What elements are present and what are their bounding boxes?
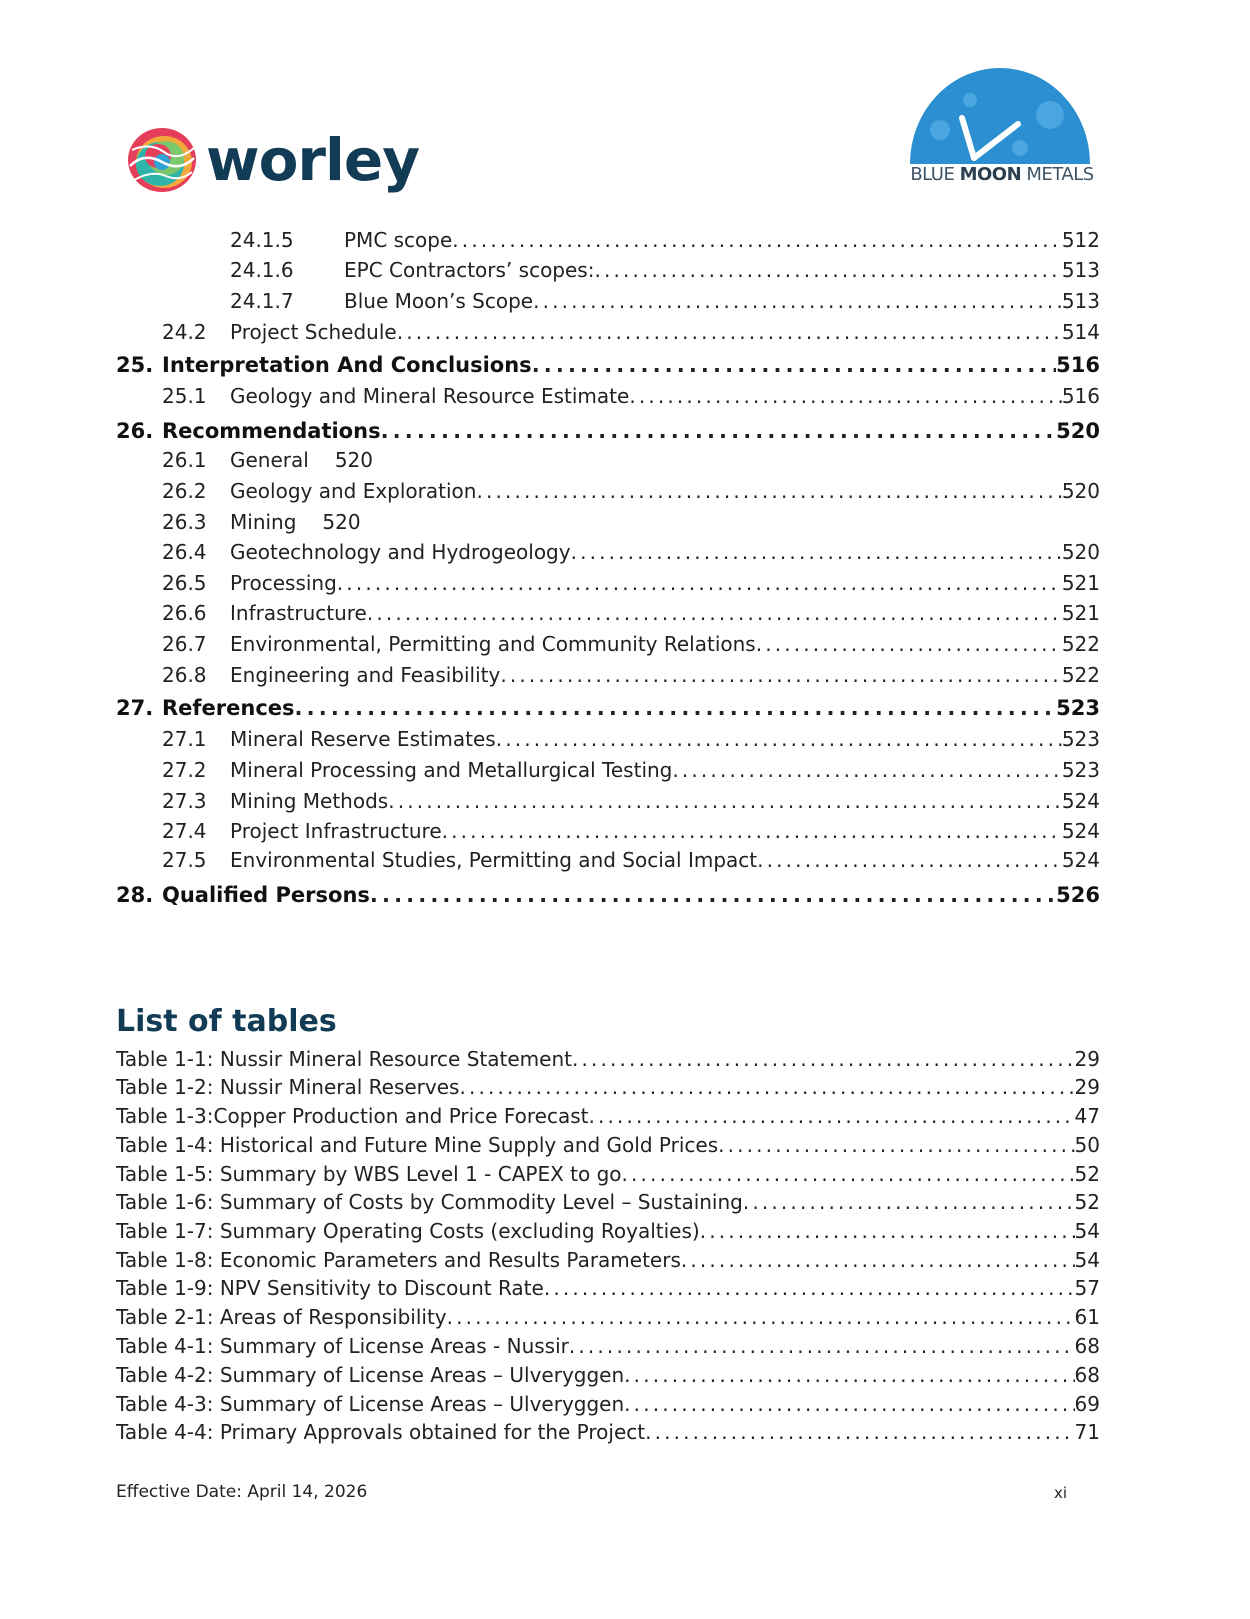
toc-entry[interactable] bbox=[162, 384, 1100, 408]
table-dot-leader bbox=[459, 1075, 1074, 1099]
toc-entry-label: Infrastructure bbox=[230, 601, 367, 625]
list-of-tables-entry[interactable] bbox=[116, 1075, 1100, 1099]
toc-entry-number: 25. bbox=[116, 353, 154, 377]
toc-entry-page: 520 bbox=[1056, 419, 1100, 443]
toc-entry-label: Qualified Persons bbox=[162, 883, 370, 907]
toc-entry-page: 522 bbox=[1061, 663, 1100, 687]
toc-entry-number: 24.2 bbox=[162, 320, 207, 344]
list-of-tables-heading: List of tables bbox=[116, 1004, 337, 1039]
toc-entry-page: 514 bbox=[1061, 320, 1100, 344]
toc-dot-leader bbox=[672, 758, 1061, 782]
table-entry-page: 52 bbox=[1074, 1190, 1100, 1214]
toc-dot-leader bbox=[388, 789, 1062, 813]
toc-entry-number: 26. bbox=[116, 419, 154, 443]
toc-dot-leader bbox=[756, 632, 1062, 656]
toc-dot-leader bbox=[367, 601, 1062, 625]
table-entry-page: 54 bbox=[1074, 1219, 1100, 1243]
toc-entry-page: 520 bbox=[1061, 479, 1100, 503]
toc-entry[interactable] bbox=[162, 510, 1100, 534]
toc-entry[interactable] bbox=[162, 727, 1100, 751]
table-entry-page: 61 bbox=[1074, 1305, 1100, 1329]
toc-entry-label: Blue Moon’s Scope bbox=[344, 289, 534, 313]
toc-dot-leader bbox=[594, 258, 1061, 282]
table-entry-label: Table 4-3: Summary of License Areas – Ulveryggen bbox=[116, 1392, 625, 1416]
list-of-tables-entry[interactable] bbox=[116, 1276, 1100, 1300]
toc-entry-label: Engineering and Feasibility bbox=[230, 663, 501, 687]
toc-entry-number: 27.3 bbox=[162, 789, 207, 813]
toc-entry-page: 523 bbox=[1061, 758, 1100, 782]
toc-entry[interactable] bbox=[162, 848, 1100, 872]
toc-entry[interactable] bbox=[162, 571, 1100, 595]
toc-entry-label: Processing bbox=[230, 571, 337, 595]
blue-moon-metals-wordmark: BLUE MOON METALS bbox=[910, 164, 1094, 185]
toc-entry[interactable] bbox=[162, 540, 1100, 564]
table-entry-page: 68 bbox=[1074, 1334, 1100, 1358]
toc-entry-label: PMC scope bbox=[344, 228, 453, 252]
table-entry-page: 57 bbox=[1074, 1276, 1100, 1300]
toc-entry-label: Mineral Reserve Estimates bbox=[230, 727, 496, 751]
table-dot-leader bbox=[588, 1104, 1074, 1128]
toc-entry-label: EPC Contractors’ scopes: bbox=[344, 258, 595, 282]
toc-entry[interactable] bbox=[230, 258, 1100, 282]
table-entry-label: Table 1-1: Nussir Mineral Resource Statement bbox=[116, 1047, 572, 1071]
table-entry-label: Table 1-5: Summary by WBS Level 1 - CAPEX to go bbox=[116, 1162, 622, 1186]
table-entry-label: Table 1-8: Economic Parameters and Results Parameters bbox=[116, 1248, 681, 1272]
toc-entry-number: 26.3 bbox=[162, 510, 207, 534]
toc-dot-leader bbox=[533, 289, 1062, 313]
table-dot-leader bbox=[572, 1047, 1075, 1071]
table-entry-page: 68 bbox=[1074, 1363, 1100, 1387]
table-dot-leader bbox=[544, 1276, 1075, 1300]
toc-entry[interactable] bbox=[116, 419, 1100, 443]
blue-moon-metals-logo bbox=[900, 60, 1100, 200]
worley-swirl-icon bbox=[124, 122, 200, 198]
toc-entry-number: 26.7 bbox=[162, 632, 207, 656]
list-of-tables-entry[interactable] bbox=[116, 1190, 1100, 1214]
toc-entry-label: General bbox=[230, 448, 309, 472]
table-entry-label: Table 4-2: Summary of License Areas – Ulveryggen bbox=[116, 1363, 625, 1387]
table-entry-page: 52 bbox=[1074, 1162, 1100, 1186]
toc-entry[interactable] bbox=[162, 320, 1100, 344]
list-of-tables-entry[interactable] bbox=[116, 1392, 1100, 1416]
table-dot-leader bbox=[700, 1219, 1075, 1243]
toc-entry-page: 524 bbox=[1061, 848, 1100, 872]
toc-entry-number: 26.4 bbox=[162, 540, 207, 564]
table-entry-page: 69 bbox=[1074, 1392, 1100, 1416]
toc-entry-label: Project Schedule bbox=[230, 320, 397, 344]
toc-entry-page: 523 bbox=[1056, 696, 1100, 720]
toc-entry[interactable] bbox=[162, 663, 1100, 687]
toc-entry-label: Geotechnology and Hydrogeology bbox=[230, 540, 571, 564]
toc-dot-leader bbox=[571, 540, 1062, 564]
toc-dot-leader bbox=[629, 384, 1062, 408]
worley-wordmark: worley bbox=[206, 126, 420, 194]
toc-entry-page: 522 bbox=[1061, 632, 1100, 656]
toc-dot-leader bbox=[381, 419, 1057, 443]
toc-entry-number: 26.1 bbox=[162, 448, 207, 472]
toc-entry-page: 524 bbox=[1061, 789, 1100, 813]
toc-entry-number: 26.8 bbox=[162, 663, 207, 687]
table-entry-label: Table 2-1: Areas of Responsibility bbox=[116, 1305, 447, 1329]
toc-entry-page: 516 bbox=[1061, 384, 1100, 408]
table-dot-leader bbox=[624, 1392, 1074, 1416]
toc-entry-page: 520 bbox=[334, 448, 374, 472]
list-of-tables-entry[interactable] bbox=[116, 1219, 1100, 1243]
toc-entry[interactable] bbox=[230, 228, 1100, 252]
toc-entry-number: 26.5 bbox=[162, 571, 207, 595]
table-dot-leader bbox=[622, 1162, 1075, 1186]
toc-entry-number: 28. bbox=[116, 883, 154, 907]
table-entry-page: 47 bbox=[1074, 1104, 1100, 1128]
toc-entry[interactable] bbox=[230, 289, 1100, 313]
table-dot-leader bbox=[743, 1190, 1075, 1214]
list-of-tables-entry[interactable] bbox=[116, 1133, 1100, 1157]
toc-entry[interactable] bbox=[116, 353, 1100, 377]
toc-entry-number: 24.1.5 bbox=[230, 228, 294, 252]
toc-entry-label: Environmental, Permitting and Community Relations bbox=[230, 632, 756, 656]
footer-effective-date: Effective Date: April 14, 2026 bbox=[116, 1482, 368, 1502]
worley-logo bbox=[124, 120, 419, 200]
toc-entry-page: 520 bbox=[322, 510, 361, 534]
toc-entry-number: 26.6 bbox=[162, 601, 207, 625]
list-of-tables-entry[interactable] bbox=[116, 1104, 1100, 1128]
toc-entry-label: Mining bbox=[230, 510, 297, 534]
moon-dome-icon bbox=[900, 60, 1100, 164]
toc-entry-page: 513 bbox=[1061, 289, 1100, 313]
toc-entry-label: Geology and Exploration bbox=[230, 479, 477, 503]
toc-dot-leader bbox=[496, 727, 1062, 751]
table-dot-leader bbox=[569, 1334, 1075, 1358]
toc-entry[interactable] bbox=[162, 789, 1100, 813]
toc-entry-page: 524 bbox=[1061, 819, 1100, 843]
toc-entry-label: Interpretation And Conclusions bbox=[162, 353, 532, 377]
toc-entry-label: Recommendations bbox=[162, 419, 381, 443]
toc-entry-page: 512 bbox=[1061, 228, 1100, 252]
toc-entry[interactable] bbox=[162, 601, 1100, 625]
toc-entry-page: 513 bbox=[1061, 258, 1100, 282]
toc-entry-number: 27.1 bbox=[162, 727, 207, 751]
list-of-tables-entry[interactable] bbox=[116, 1420, 1100, 1444]
toc-entry-number: 24.1.6 bbox=[230, 258, 294, 282]
table-dot-leader bbox=[624, 1363, 1074, 1387]
toc-dot-leader bbox=[757, 848, 1062, 872]
toc-entry-number: 24.1.7 bbox=[230, 289, 294, 313]
toc-entry-label: Environmental Studies, Permitting and Social Impact bbox=[230, 848, 758, 872]
toc-entry[interactable] bbox=[116, 883, 1100, 907]
toc-entry-number: 27. bbox=[116, 696, 154, 720]
toc-dot-leader bbox=[397, 320, 1062, 344]
table-dot-leader bbox=[447, 1305, 1075, 1329]
toc-entry-page: 516 bbox=[1056, 353, 1100, 377]
toc-entry-page: 523 bbox=[1061, 727, 1100, 751]
table-entry-label: Table 4-4: Primary Approvals obtained for the Project bbox=[116, 1420, 646, 1444]
toc-entry-label: Project Infrastructure bbox=[230, 819, 442, 843]
table-entry-label: Table 1-4: Historical and Future Mine Supply and Gold Prices bbox=[116, 1133, 719, 1157]
toc-entry-label: Geology and Mineral Resource Estimate bbox=[230, 384, 630, 408]
toc-dot-leader bbox=[500, 663, 1061, 687]
toc-entry-number: 26.2 bbox=[162, 479, 207, 503]
toc-dot-leader bbox=[452, 228, 1062, 252]
toc-dot-leader bbox=[476, 479, 1061, 503]
table-entry-page: 29 bbox=[1074, 1047, 1100, 1071]
toc-entry-label: Mining Methods bbox=[230, 789, 389, 813]
toc-entry-number: 27.2 bbox=[162, 758, 207, 782]
toc-entry[interactable] bbox=[162, 758, 1100, 782]
toc-entry[interactable] bbox=[162, 479, 1100, 503]
toc-dot-leader bbox=[442, 819, 1062, 843]
toc-dot-leader bbox=[295, 696, 1057, 720]
table-entry-label: Table 1-3:Copper Production and Price Forecast bbox=[116, 1104, 589, 1128]
table-entry-page: 54 bbox=[1074, 1248, 1100, 1272]
toc-entry[interactable] bbox=[162, 632, 1100, 656]
table-entry-label: Table 1-9: NPV Sensitivity to Discount Rate bbox=[116, 1276, 544, 1300]
toc-dot-leader bbox=[532, 353, 1056, 377]
table-entry-page: 71 bbox=[1074, 1420, 1100, 1444]
toc-entry-page: 520 bbox=[1061, 540, 1100, 564]
toc-entry-page: 521 bbox=[1061, 571, 1100, 595]
toc-entry-page: 526 bbox=[1056, 883, 1100, 907]
table-entry-label: Table 4-1: Summary of License Areas - Nussir bbox=[116, 1334, 569, 1358]
toc-dot-leader bbox=[337, 571, 1062, 595]
table-entry-page: 29 bbox=[1074, 1075, 1100, 1099]
table-dot-leader bbox=[718, 1133, 1074, 1157]
list-of-tables-entry[interactable] bbox=[116, 1305, 1100, 1329]
toc-entry-number: 27.5 bbox=[162, 848, 207, 872]
toc-entry[interactable] bbox=[116, 696, 1100, 720]
toc-entry-number: 25.1 bbox=[162, 384, 207, 408]
list-of-tables-entry[interactable] bbox=[116, 1334, 1100, 1358]
table-entry-page: 50 bbox=[1074, 1133, 1100, 1157]
toc-entry-number: 27.4 bbox=[162, 819, 207, 843]
toc-entry-label: Mineral Processing and Metallurgical Testing bbox=[230, 758, 673, 782]
list-of-tables-entry[interactable] bbox=[116, 1363, 1100, 1387]
toc-entry[interactable] bbox=[162, 448, 1100, 472]
table-entry-label: Table 1-7: Summary Operating Costs (excluding Royalties) bbox=[116, 1219, 700, 1243]
table-entry-label: Table 1-2: Nussir Mineral Reserves bbox=[116, 1075, 460, 1099]
toc-entry-label: References bbox=[162, 696, 295, 720]
list-of-tables-entry[interactable] bbox=[116, 1248, 1100, 1272]
toc-dot-leader bbox=[370, 883, 1056, 907]
list-of-tables-entry[interactable] bbox=[116, 1047, 1100, 1071]
table-entry-label: Table 1-6: Summary of Costs by Commodity Level – Sustaining bbox=[116, 1190, 743, 1214]
footer-page-number: xi bbox=[1054, 1484, 1068, 1502]
table-dot-leader bbox=[681, 1248, 1075, 1272]
toc-entry-page: 521 bbox=[1061, 601, 1100, 625]
toc-entry[interactable] bbox=[162, 819, 1100, 843]
table-dot-leader bbox=[645, 1420, 1074, 1444]
list-of-tables-entry[interactable] bbox=[116, 1162, 1100, 1186]
